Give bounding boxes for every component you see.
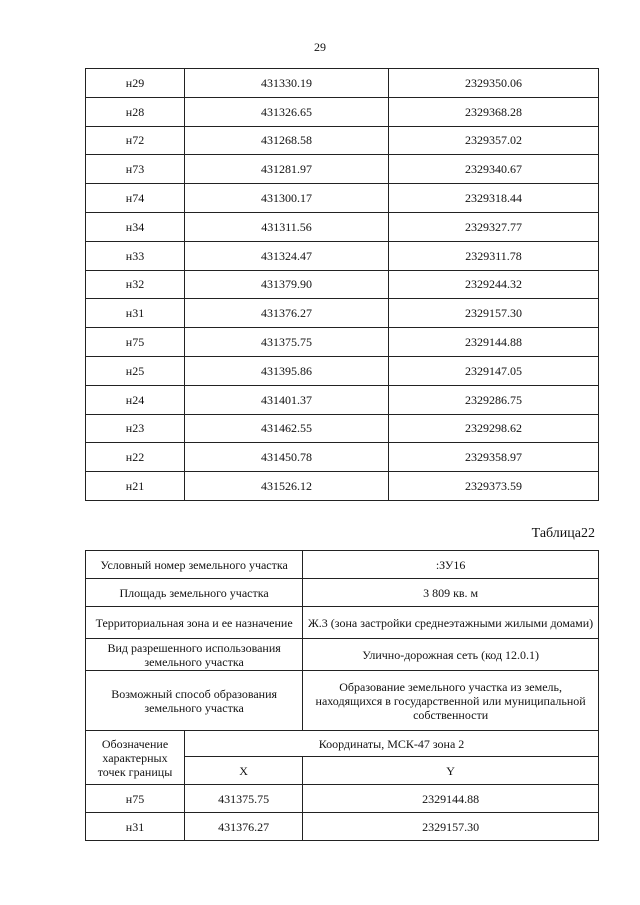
use-value: Улично-дорожная сеть (код 12.0.1)	[303, 639, 599, 671]
point-label: н75	[86, 328, 185, 357]
y-value: 2329373.59	[389, 472, 599, 501]
table-row	[86, 472, 599, 501]
y-value: 2329368.28	[389, 97, 599, 126]
zone-row	[86, 607, 599, 639]
points-header: Обозначение характерных точек границы	[86, 731, 185, 785]
method-value: Образование земельного участка из земель, находящихся в государственной или муниципальной собственности	[303, 671, 599, 731]
zone-label: Территориальная зона и ее назначение	[86, 607, 303, 639]
point-label: н73	[86, 155, 185, 184]
x-value: 431395.86	[185, 356, 389, 385]
y-value: 2329144.88	[303, 785, 599, 813]
y-value: 2329147.05	[389, 356, 599, 385]
x-value: 431379.90	[185, 270, 389, 299]
table-row	[86, 97, 599, 126]
method-label: Возможный способ образования земельного участка	[86, 671, 303, 731]
table-row	[86, 414, 599, 443]
coordinates-table	[85, 68, 599, 501]
table-row	[86, 212, 599, 241]
table-row	[86, 241, 599, 270]
use-row	[86, 639, 599, 671]
table-row	[86, 270, 599, 299]
x-value: 431330.19	[185, 69, 389, 98]
page-number: 29	[314, 40, 326, 54]
plot-number-label: Условный номер земельного участка	[86, 551, 303, 579]
x-value: 431376.27	[185, 813, 303, 841]
area-row	[86, 579, 599, 607]
table-row	[86, 184, 599, 213]
y-value: 2329318.44	[389, 184, 599, 213]
y-value: 2329298.62	[389, 414, 599, 443]
x-value: 431281.97	[185, 155, 389, 184]
x-value: 431375.75	[185, 328, 389, 357]
y-value: 2329244.32	[389, 270, 599, 299]
y-value: 2329327.77	[389, 212, 599, 241]
area-label: Площадь земельного участка	[86, 579, 303, 607]
x-header: X	[185, 757, 303, 785]
point-label: н34	[86, 212, 185, 241]
table-caption: Таблица22	[531, 526, 595, 541]
method-row	[86, 671, 599, 731]
y-value: 2329286.75	[389, 385, 599, 414]
x-value: 431268.58	[185, 126, 389, 155]
table-row	[86, 328, 599, 357]
x-value: 431300.17	[185, 184, 389, 213]
y-value: 2329350.06	[389, 69, 599, 98]
use-label: Вид разрешенного использования земельного участка	[86, 639, 303, 671]
table-row	[86, 813, 599, 841]
zone-value: Ж.3 (зона застройки среднеэтажными жилыми домами)	[303, 607, 599, 639]
x-value: 431526.12	[185, 472, 389, 501]
point-label: н28	[86, 97, 185, 126]
point-label: н33	[86, 241, 185, 270]
x-value: 431450.78	[185, 443, 389, 472]
point-label: н25	[86, 356, 185, 385]
table-row	[86, 356, 599, 385]
x-value: 431401.37	[185, 385, 389, 414]
point-label: н31	[86, 299, 185, 328]
y-value: 2329358.97	[389, 443, 599, 472]
x-value: 431462.55	[185, 414, 389, 443]
point-label: н32	[86, 270, 185, 299]
point-label: н72	[86, 126, 185, 155]
x-value: 431375.75	[185, 785, 303, 813]
x-value: 431311.56	[185, 212, 389, 241]
x-value: 431376.27	[185, 299, 389, 328]
table-row	[86, 69, 599, 98]
table-row	[86, 443, 599, 472]
land-plot-table	[85, 550, 599, 841]
point-label: н31	[86, 813, 185, 841]
y-value: 2329157.30	[389, 299, 599, 328]
y-value: 2329340.67	[389, 155, 599, 184]
table-row	[86, 155, 599, 184]
x-value: 431326.65	[185, 97, 389, 126]
x-value: 431324.47	[185, 241, 389, 270]
table-row	[86, 785, 599, 813]
coords-header-row	[86, 731, 599, 757]
table-row	[86, 299, 599, 328]
point-label: н24	[86, 385, 185, 414]
y-value: 2329357.02	[389, 126, 599, 155]
point-label: н29	[86, 69, 185, 98]
point-label: н74	[86, 184, 185, 213]
table-row	[86, 385, 599, 414]
point-label: н22	[86, 443, 185, 472]
y-header: Y	[303, 757, 599, 785]
point-label: н23	[86, 414, 185, 443]
y-value: 2329157.30	[303, 813, 599, 841]
coords-header: Координаты, МСК-47 зона 2	[185, 731, 599, 757]
point-label: н21	[86, 472, 185, 501]
area-value: 3 809 кв. м	[303, 579, 599, 607]
y-value: 2329144.88	[389, 328, 599, 357]
plot-number-row	[86, 551, 599, 579]
point-label: н75	[86, 785, 185, 813]
plot-number-value: :ЗУ16	[303, 551, 599, 579]
table-row	[86, 126, 599, 155]
y-value: 2329311.78	[389, 241, 599, 270]
